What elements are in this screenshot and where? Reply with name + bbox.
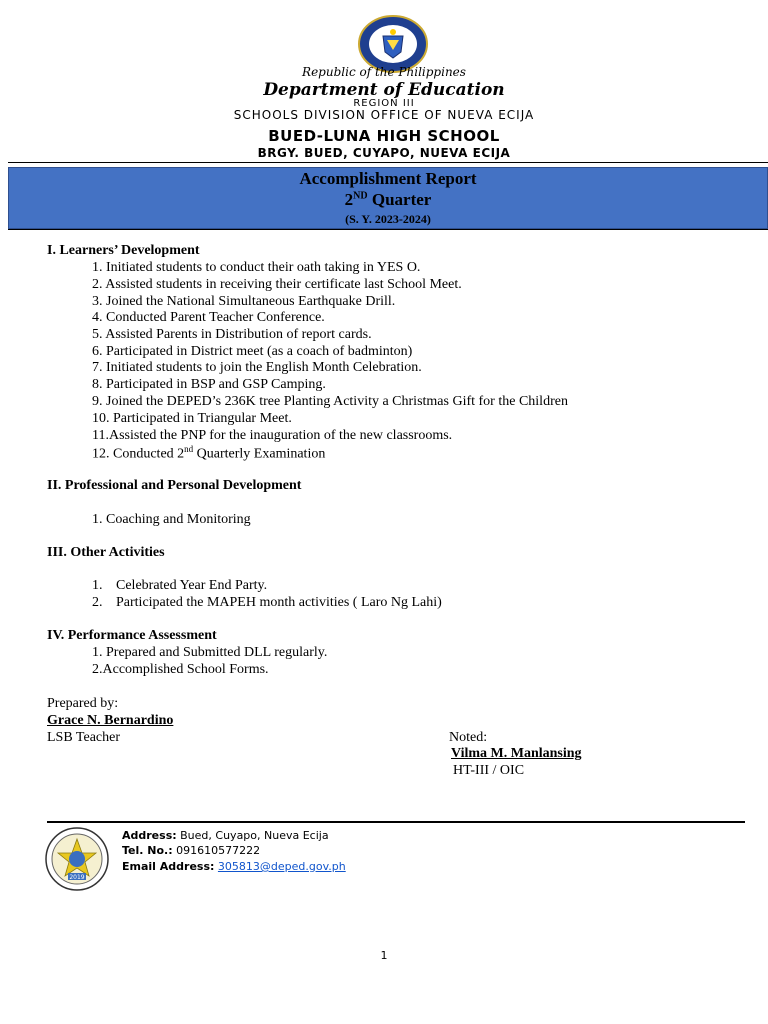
list-item: 1. Celebrated Year End Party. <box>92 578 268 593</box>
prepared-by-position: LSB Teacher <box>47 730 121 745</box>
section-heading-learners: I. Learners’ Development <box>47 243 200 258</box>
list-item: 2.Accomplished School Forms. <box>92 662 269 677</box>
list-item: 3. Joined the National Simultaneous Earthquake Drill. <box>92 294 396 309</box>
list-item: 7. Initiated students to join the English Month Celebration. <box>92 360 422 375</box>
republic-line: Republic of the Philippines <box>302 65 466 79</box>
report-title: Accomplishment Report <box>299 169 477 188</box>
list-item: 1. Initiated students to conduct their oath taking in YES O. <box>92 260 421 275</box>
list-item: 2. Participated the MAPEH month activities ( Laro Ng Lahi) <box>92 595 442 610</box>
list-item: 4. Conducted Parent Teacher Conference. <box>92 310 325 325</box>
section-heading-professional: II. Professional and Personal Development <box>47 478 302 493</box>
section-heading-performance: IV. Performance Assessment <box>47 628 217 643</box>
footer-divider <box>47 821 745 823</box>
svg-text:2019: 2019 <box>69 874 85 881</box>
footer-address: Address: Bued, Cuyapo, Nueva Ecija <box>122 829 329 842</box>
noted-label: Noted: <box>449 730 488 745</box>
list-item: 2. Assisted students in receiving their certificate last School Meet. <box>92 277 462 292</box>
school-logo <box>44 827 110 891</box>
list-item: 1. Prepared and Submitted DLL regularly. <box>92 645 328 660</box>
list-item: 8. Participated in BSP and GSP Camping. <box>92 377 326 392</box>
footer-email: Email Address: 305813@deped.gov.ph <box>122 860 346 873</box>
report-quarter: 2ND Quarter <box>344 190 432 209</box>
school-name: BUED-LUNA HIGH SCHOOL <box>268 127 500 145</box>
footer-tel: Tel. No.: 091610577222 <box>122 844 261 857</box>
list-item: 5. Assisted Parents in Distribution of report cards. <box>92 327 372 342</box>
prepared-by-label: Prepared by: <box>47 696 119 711</box>
header-divider <box>8 162 768 163</box>
department-name: Department of Education <box>263 80 505 100</box>
school-address: BRGY. BUED, CUYAPO, NUEVA ECIJA <box>257 146 511 160</box>
page-number: 1 <box>380 949 388 962</box>
list-item: 1. Coaching and Monitoring <box>92 512 251 527</box>
list-item: 9. Joined the DEPED’s 236K tree Planting Activity a Christmas Gift for the Children <box>92 394 568 409</box>
section-heading-other-activities: III. Other Activities <box>47 545 165 560</box>
email-link[interactable]: 305813@deped.gov.ph <box>217 860 346 873</box>
list-item: 11.Assisted the PNP for the inauguration of the new classrooms. <box>92 428 453 443</box>
report-title-banner <box>8 167 768 229</box>
title-divider <box>8 229 768 230</box>
list-item: 12. Conducted 2nd Quarterly Examination <box>92 444 326 462</box>
school-year: (S. Y. 2023-2024) <box>345 212 431 226</box>
noted-by-name: Vilma M. Manlansing <box>451 746 582 761</box>
region-line: REGION III <box>353 98 415 109</box>
list-item: 6. Participated in District meet (as a coach of badminton) <box>92 344 413 359</box>
division-office-line: SCHOOLS DIVISION OFFICE OF NUEVA ECIJA <box>233 108 535 122</box>
noted-by-position: HT-III / OIC <box>453 763 525 778</box>
list-item: 10. Participated in Triangular Meet. <box>92 411 292 426</box>
prepared-by-name: Grace N. Bernardino <box>47 713 174 728</box>
